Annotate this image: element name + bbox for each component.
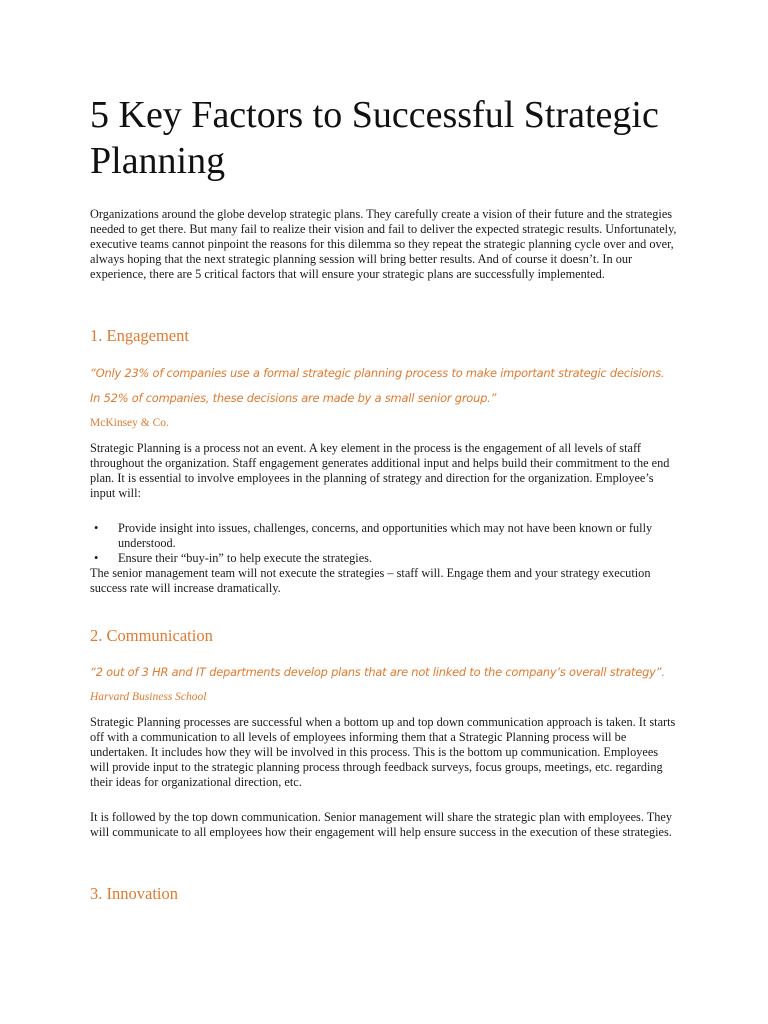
engagement-bullet-list	[90, 521, 680, 566]
communication-body-paragraph-2: It is followed by the top down communication. Senior management will share the strategic plan with employees. They will communicate to all employees how their engagement will help ensure success in the execution of these strategies.	[90, 810, 673, 839]
engagement-closing-paragraph: The senior management team will not execute the strategies – staff will. Engage them and your strategy execution success rate will increase dramatically.	[90, 566, 651, 595]
engagement-quote-line-2: In 52% of companies, these decisions are made by a small senior group.”	[90, 391, 497, 405]
section-heading-innovation: 3. Innovation	[90, 884, 178, 903]
bullet-icon: •	[94, 521, 99, 535]
document-title: 5 Key Factors to Successful Strategic Planning	[90, 94, 659, 182]
engagement-quote-line-1: “Only 23% of companies use a formal strategic planning process to make important strategic decisions.	[90, 366, 665, 380]
communication-quote-source: Harvard Business School	[90, 691, 207, 703]
communication-body-paragraph: Strategic Planning processes are successful when a bottom up and top down communication approach is taken. It starts off with a communication to all levels of employees informing them that a Strategic Planning process will be undertaken. It includes how they will be involved in this process. This is the bottom up communication. Employees will provide input to the strategic planning process through feedback surveys, focus groups, meetings, etc. regarding their ideas for organizational direction, etc.	[90, 715, 676, 789]
list-item	[90, 551, 680, 566]
engagement-body-paragraph: Strategic Planning is a process not an event. A key element in the process is the engagement of all levels of staff throughout the organization. Staff engagement generates additional input and helps build their commitment to the end plan. It is essential to involve employees in the planning of strategy and direction for the organization. Employee’s input will:	[90, 441, 670, 500]
engagement-quote-source: McKinsey & Co.	[90, 417, 169, 429]
list-item-text: Provide insight into issues, challenges, concerns, and opportunities which may not have been known or fully understood.	[118, 521, 653, 550]
communication-quote: “2 out of 3 HR and IT departments develop plans that are not linked to the company’s overall strategy”.	[90, 665, 665, 679]
section-heading-communication: 2. Communication	[90, 626, 213, 645]
intro-paragraph: Organizations around the globe develop strategic plans. They carefully create a vision of their future and the strategies needed to get there. But many fail to realize their vision and fail to deliver the expected strategic results. Unfortunately, executive teams cannot pinpoint the reasons for this dilemma so they repeat the strategic planning cycle over and over, always hoping that the next strategic planning session will bring better results. And of course it doesn’t. In our experience, there are 5 critical factors that will ensure your strategic plans are successfully implemented.	[90, 207, 677, 281]
bullet-icon: •	[94, 551, 99, 565]
list-item	[90, 521, 680, 551]
section-heading-engagement: 1. Engagement	[90, 326, 189, 345]
list-item-text: Ensure their “buy-in” to help execute the strategies.	[118, 551, 373, 565]
